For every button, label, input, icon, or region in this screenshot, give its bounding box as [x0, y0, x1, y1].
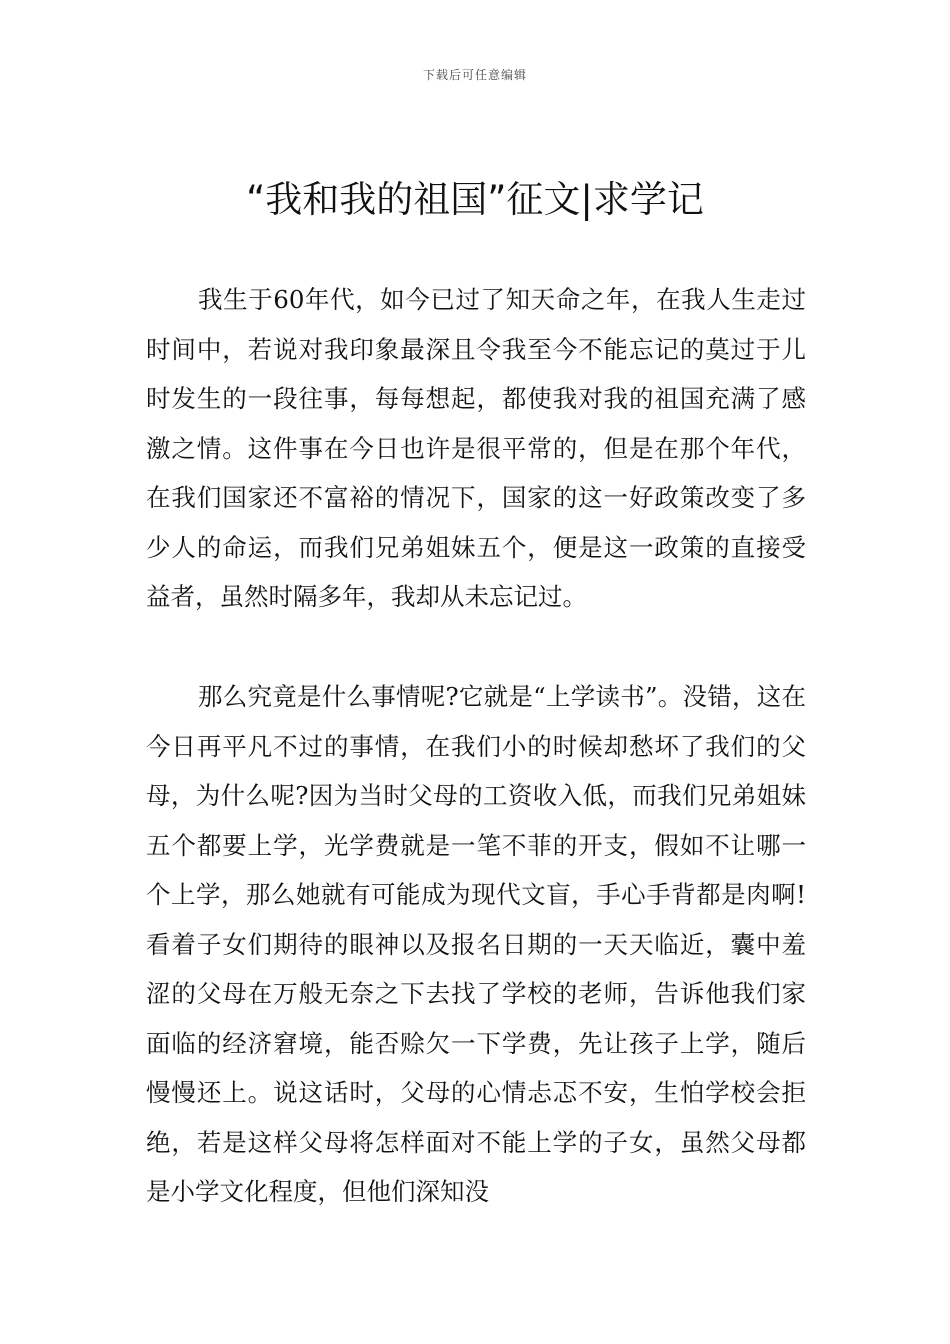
paragraph-2: 那么究竟是什么事情呢?它就是“上学读书”。没错，这在今日再平凡不过的事情，在我们小的时候却愁坏了我们的父母，为什么呢?因为当时父母的工资收入低，而我们兄弟姐妹五个都要上学，光学费就是一笔不菲的开支，假如不让哪一个上学，那么她就有可能成为现代文盲，手心手背都是肉啊!看着子女们期待的眼神以及报名日期的一天天临近，囊中羞涩的父母在万般无奈之下去找了学校的老师，告诉他我们家面临的经济窘境，能否赊欠一下学费，先让孩子上学，随后慢慢还上。说这话时，父母的心情忐忑不安，生怕学校会拒绝，若是这样父母将怎样面对不能上学的子女，虽然父母都是小学文化程度，但他们深知没 [146, 682, 806, 1206]
document-title: “我和我的祖国”征文|求学记 [246, 178, 704, 221]
paragraph-1: 我生于60年代，如今已过了知天命之年，在我人生走过时间中，若说对我印象最深且令我至今不能忘记的莫过于儿时发生的一段往事，每每想起，都使我对我的祖国充满了感激之情。这件事在今日也许是很平常的，但是在那个年代，在我们国家还不富裕的情况下，国家的这一好政策改变了多少人的命运，而我们兄弟姐妹五个，便是这一政策的直接受益者，虽然时隔多年，我却从未忘记过。 [146, 285, 806, 611]
header-note: 下载后可任意编辑 [422, 68, 527, 82]
